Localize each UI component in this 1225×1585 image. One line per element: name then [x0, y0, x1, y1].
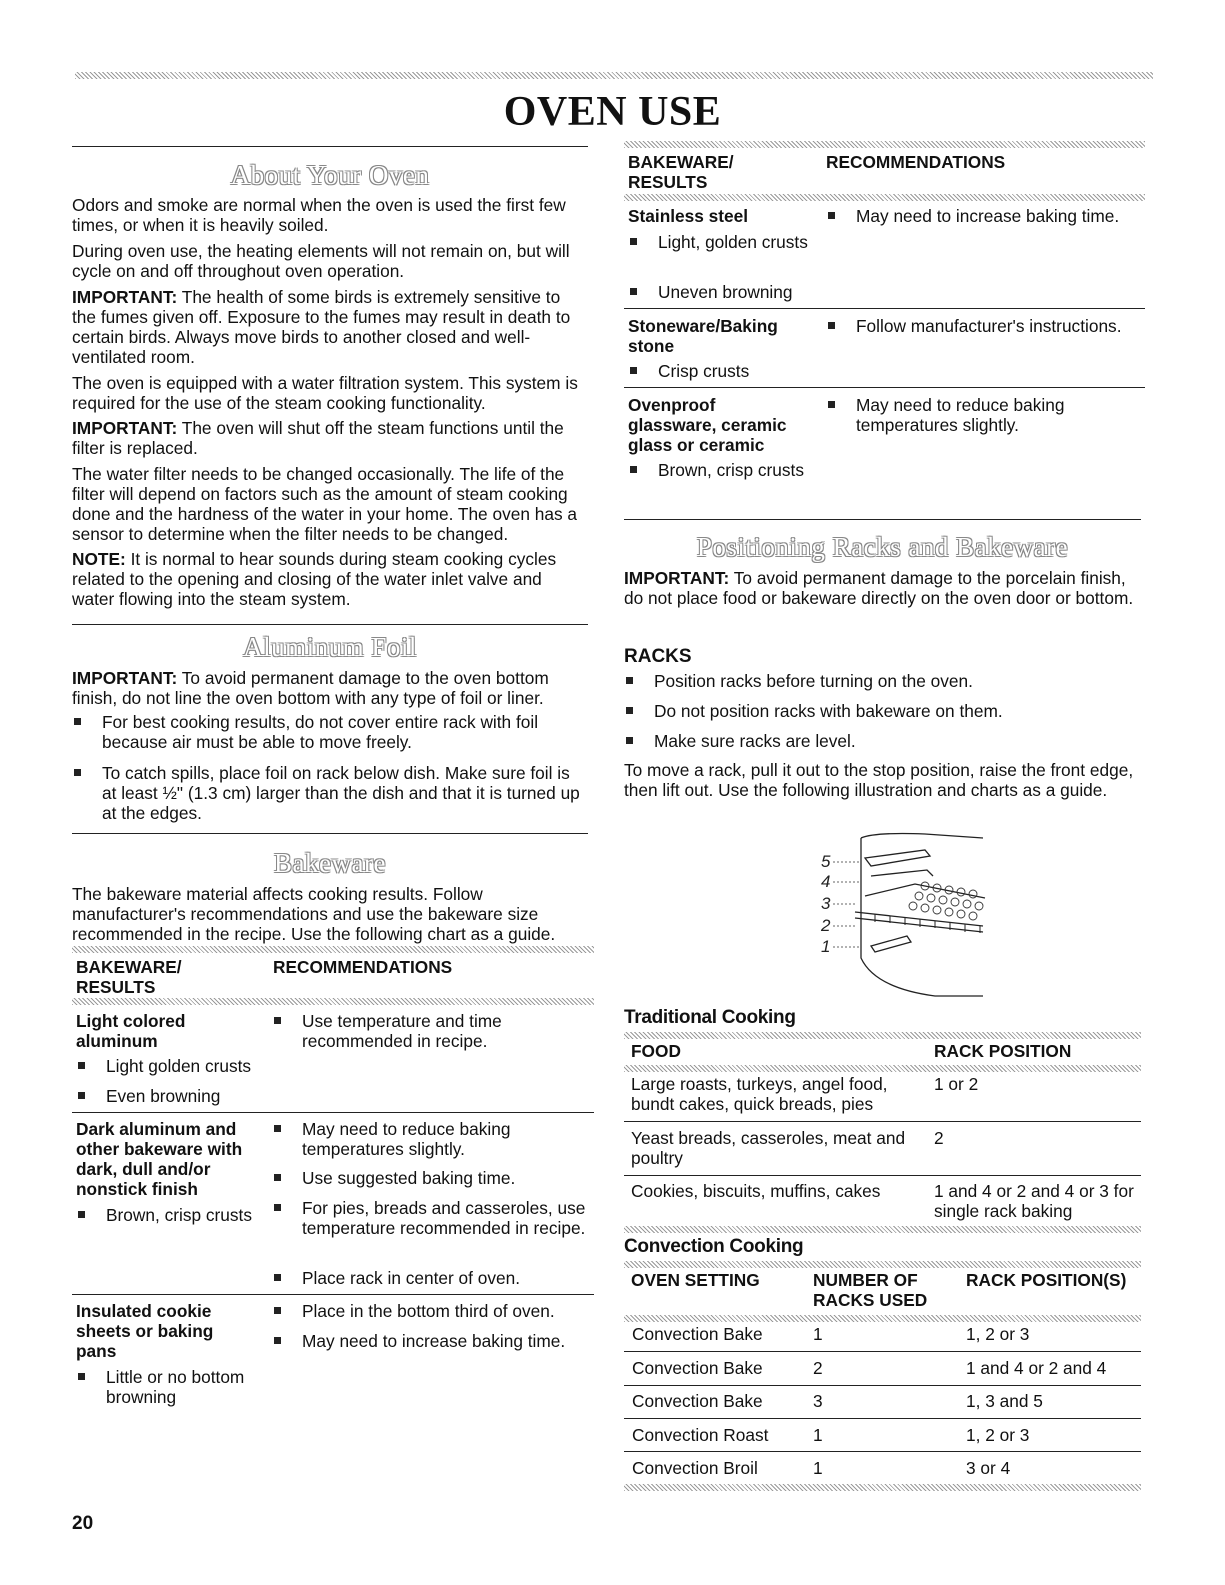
about-p5 [72, 418, 588, 458]
result-item: Light golden crusts [76, 1056, 296, 1076]
result-item: Crisp crusts [628, 361, 848, 381]
table-band [624, 1032, 1141, 1039]
col-header-rack-positions: RACK POSITION(S) [966, 1270, 1127, 1290]
rack-position-labels [820, 852, 831, 956]
foil-bullet-1: For best cooking results, do not cover entire rack with foil because air must be able to move freely. [72, 712, 588, 752]
about-p1: Odors and smoke are normal when the oven is used the first few times, or when it is heavily soiled. [72, 195, 566, 235]
bakeware-name: Insulated cookie sheets or baking pans [76, 1301, 214, 1361]
col-header-recommendations: RECOMMENDATIONS [273, 957, 453, 977]
food-cell: Large roasts, turkeys, angel food, bundt cakes, quick breads, pies [631, 1074, 888, 1114]
table-band [72, 946, 594, 953]
bakeware-name: Light colored aluminum [76, 1011, 186, 1051]
rack-position-cell: 1 and 4 or 2 and 4 or 3 for single rack baking [934, 1181, 1134, 1221]
about-p7-text: It is normal to hear sounds during steam cooking cycles related to the opening and closing of the water inlet valve and water flowing into the steam system. [72, 549, 557, 609]
col-header-bakeware: BAKEWARE/ RESULTS [628, 152, 734, 192]
rack-count-cell: 1 [813, 1425, 823, 1445]
oven-setting-cell: Convection Bake [632, 1324, 763, 1344]
result-item: Even browning [76, 1086, 296, 1106]
recommendation-item: Use suggested baking time. [272, 1168, 572, 1188]
important-label: IMPORTANT: [72, 287, 178, 307]
bakeware-name: Stainless steel [628, 206, 749, 226]
divider [72, 146, 588, 147]
table-band [72, 998, 594, 1005]
row-divider [624, 1175, 1141, 1176]
row-divider [72, 1294, 594, 1295]
result-item: Little or no bottom browning [76, 1367, 296, 1407]
col-header-number-of-racks: NUMBER OF RACKS USED [813, 1270, 928, 1310]
recommendation-item: May need to reduce baking temperatures slightly. [826, 395, 1116, 435]
rack-position-cell: 1 or 2 [934, 1074, 979, 1094]
table-band [624, 1484, 1141, 1491]
racks-bullet-2: Do not position racks with bakeware on them. [624, 701, 1154, 721]
traditional-cooking-title: Traditional Cooking [624, 1007, 796, 1028]
important-label: IMPORTANT: [72, 418, 178, 438]
recommendation-item: Use temperature and time recommended in recipe. [272, 1011, 562, 1051]
rack-positions-cell: 1, 2 or 3 [966, 1425, 1030, 1445]
rack-position-label: 2 [821, 916, 831, 935]
about-p4: The oven is equipped with a water filtration system. This system is required for the use of the steam cooking functionality. [72, 373, 578, 413]
divider [72, 624, 588, 625]
rack-position-label: 4 [821, 872, 831, 891]
col-header-food: FOOD [631, 1041, 681, 1061]
recommendation-item: For pies, breads and casseroles, use temperature recommended in recipe. [272, 1198, 592, 1238]
rack-grid [909, 882, 983, 920]
racks-p1 [624, 568, 1141, 608]
page-title: OVEN USE [503, 89, 722, 135]
recommendation-item: Follow manufacturer's instructions. [826, 316, 1171, 336]
about-p3-text: The health of some birds is extremely sensitive to the fumes given off. Exposure to the fumes may result in death to certain birds. Always move birds to another closed and well-ventilated room. [72, 287, 571, 367]
food-cell: Cookies, biscuits, muffins, cakes [631, 1181, 881, 1201]
col-header-rack-position: RACK POSITION [934, 1041, 1072, 1061]
important-label: IMPORTANT: [72, 668, 178, 688]
row-divider [72, 1112, 594, 1113]
result-item: Uneven browning [628, 282, 848, 302]
rack-position-label: 5 [821, 852, 831, 871]
rack-positions-cell: 1, 2 or 3 [966, 1324, 1030, 1344]
oven-setting-cell: Convection Broil [632, 1458, 758, 1478]
result-item: Brown, crisp crusts [628, 460, 808, 480]
convection-cooking-title: Convection Cooking [624, 1236, 804, 1257]
row-divider [624, 1385, 1141, 1386]
about-p3 [72, 287, 588, 367]
rack-positions-cell: 3 or 4 [966, 1458, 1011, 1478]
rack-count-cell: 3 [813, 1391, 823, 1411]
divider [624, 519, 1141, 520]
result-item: Light, golden crusts [628, 232, 808, 252]
row-divider [624, 1418, 1141, 1419]
rack-position-label: 3 [821, 894, 831, 913]
bakeware-intro: The bakeware material affects cooking results. Follow manufacturer's recommendations and use the bakeware size recommended in the recipe. Use the following chart as a guide. [72, 884, 556, 944]
row-divider [624, 387, 1145, 388]
table-band [624, 1226, 1141, 1233]
bakeware-name: Stoneware/Baking stone [628, 316, 778, 356]
rack-position-cell: 2 [934, 1128, 944, 1148]
page-number: 20 [72, 1513, 94, 1534]
recommendation-item: Place rack in center of oven. [272, 1268, 592, 1288]
rack-count-cell: 2 [813, 1358, 823, 1378]
racks-bullet-1: Position racks before turning on the oven. [624, 671, 1154, 691]
bakeware-name: Ovenproof glassware, ceramic glass or ceramic [628, 395, 787, 455]
rack-count-cell: 1 [813, 1458, 823, 1478]
row-divider [624, 1451, 1141, 1452]
row-divider [624, 1351, 1141, 1352]
table-band [624, 194, 1145, 201]
recommendation-item: May need to increase baking time. [826, 206, 1171, 226]
row-divider [624, 308, 1145, 309]
foil-bullet-2: To catch spills, place foil on rack below dish. Make sure foil is at least ½" (1.3 cm) larger than the dish and that it is turned up at the edges. [72, 763, 588, 823]
note-label: NOTE: [72, 549, 126, 569]
recommendation-item: May need to reduce baking temperatures slightly. [272, 1119, 572, 1159]
recommendation-item: Place in the bottom third of oven. [272, 1301, 602, 1321]
oven-setting-cell: Convection Bake [632, 1391, 763, 1411]
section-heading-about: About Your Oven [230, 160, 430, 190]
foil-p1 [72, 668, 588, 708]
section-heading-foil: Aluminum Foil [243, 632, 417, 662]
col-header-bakeware: BAKEWARE/ RESULTS [76, 957, 182, 997]
leader-lines [833, 862, 859, 947]
racks-p1-text: To avoid permanent damage to the porcelain finish, do not place food or bakeware directly on the oven door or bottom. [624, 568, 1134, 608]
important-label: IMPORTANT: [624, 568, 730, 588]
rack-count-cell: 1 [813, 1324, 823, 1344]
bakeware-name: Dark aluminum and other bakeware with dark, dull and/or nonstick finish [76, 1119, 243, 1199]
about-p2: During oven use, the heating elements will not remain on, but will cycle on and off throughout oven operation. [72, 241, 570, 281]
about-p6: The water filter needs to be changed occasionally. The life of the filter will depend on factors such as the amount of steam cooking done and the hardness of the water in your home. The oven has a sensor to determine when the filter needs to be changed. [72, 464, 578, 544]
col-header-recommendations: RECOMMENDATIONS [826, 152, 1006, 172]
racks-subheading: RACKS [624, 646, 692, 667]
row-divider [624, 1121, 1141, 1122]
table-band [624, 1261, 1141, 1268]
racks-p2: To move a rack, pull it out to the stop position, raise the front edge, then lift out. Use the following illustration and charts as a guide. [624, 760, 1134, 800]
rack-positions-cell: 1 and 4 or 2 and 4 [966, 1358, 1107, 1378]
racks-bullet-3: Make sure racks are level. [624, 731, 1154, 751]
oven-setting-cell: Convection Roast [632, 1425, 769, 1445]
col-header-oven-setting: OVEN SETTING [631, 1270, 760, 1290]
top-band [75, 72, 1153, 79]
foil-p1-text: To avoid permanent damage to the oven bottom finish, do not line the oven bottom with any type of foil or liner. [72, 668, 549, 708]
divider [72, 833, 588, 834]
rack-positions-cell: 1, 3 and 5 [966, 1391, 1043, 1411]
table-band [624, 1315, 1141, 1322]
recommendation-item: May need to increase baking time. [272, 1331, 602, 1351]
table-band [624, 141, 1145, 148]
oven-setting-cell: Convection Bake [632, 1358, 763, 1378]
section-heading-bakeware: Bakeware [274, 848, 386, 878]
result-item: Brown, crisp crusts [76, 1205, 256, 1225]
section-heading-racks: Positioning Racks and Bakeware [696, 532, 1069, 562]
table-band [624, 1065, 1141, 1072]
about-p7 [72, 549, 588, 609]
about-p5-text: The oven will shut off the steam functions until the filter is replaced. [72, 418, 564, 458]
rack-position-label: 1 [821, 937, 831, 956]
food-cell: Yeast breads, casseroles, meat and poultry [631, 1128, 906, 1168]
rack-position-illustration [815, 828, 995, 1003]
